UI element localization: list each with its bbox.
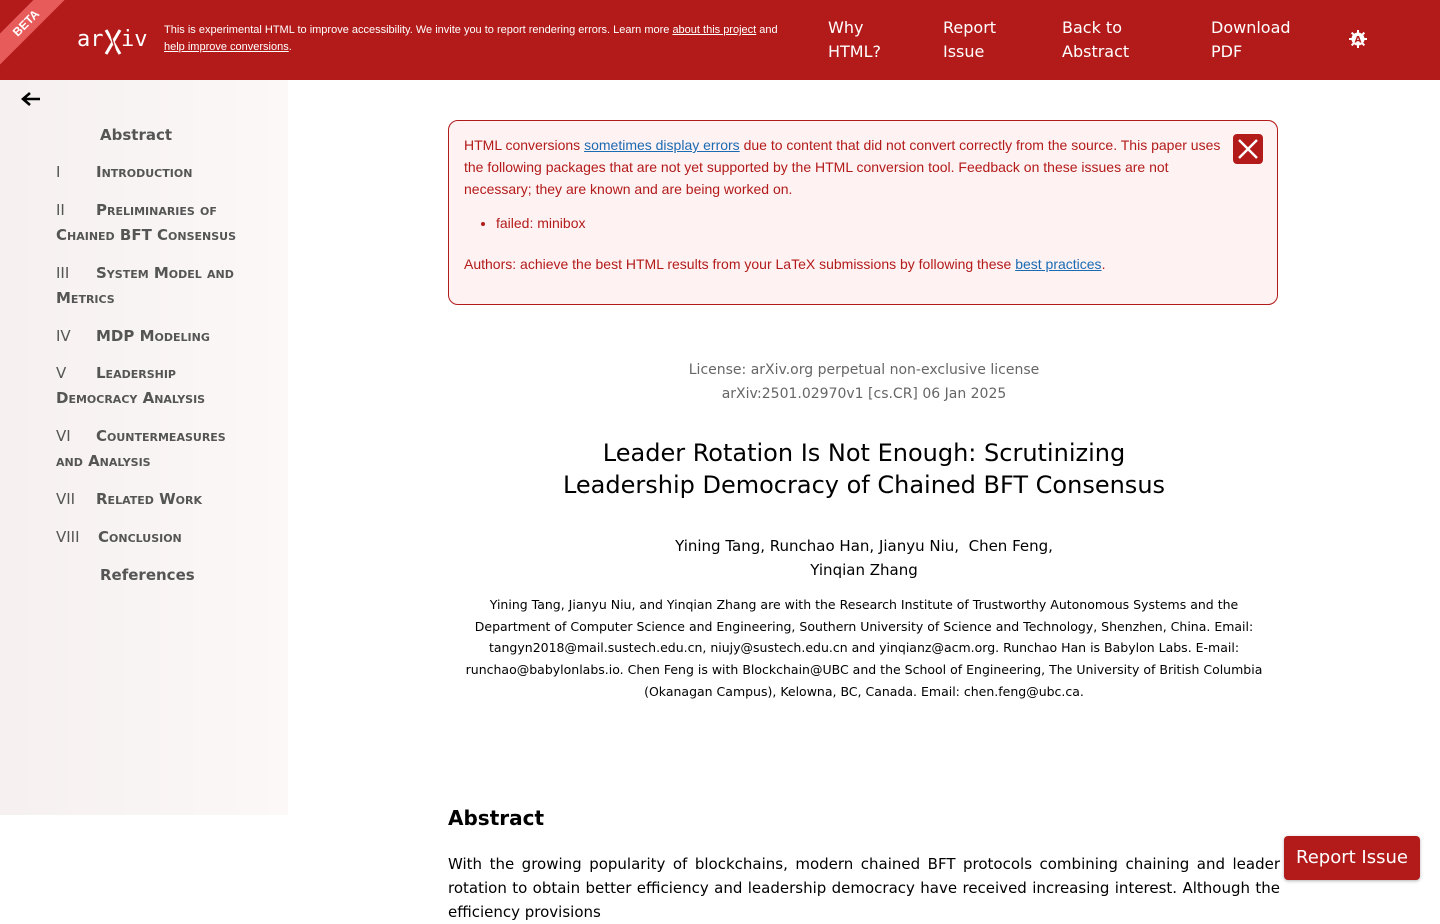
toc-label: Introduction [96, 163, 193, 181]
best-practices-link[interactable]: best practices [1015, 256, 1102, 272]
toc-number: IV [56, 327, 71, 345]
authors-hint [464, 253, 1224, 275]
conversion-warning-box [448, 120, 1278, 305]
download-pdf-link[interactable]: Download PDF [1211, 18, 1291, 61]
beta-ribbon: BETA [0, 0, 73, 70]
toc-label: Leadership Democracy Analysis [56, 364, 206, 407]
help-improve-link[interactable]: help improve conversions [164, 41, 289, 53]
authors-line: Yining Tang, Runchao Han, Jianyu Niu, Chen Feng, [675, 537, 1053, 555]
toc-label: Abstract [100, 126, 173, 144]
toc-number: II [56, 201, 65, 219]
warning-text: HTML conversions [464, 137, 585, 153]
warning-text: due to content that did not convert correctly from the source. This paper uses the following packages that are not yet supported by the HTML conversion tool. Feedback on these issues are not necessary; they are known and are being worked on. [464, 137, 1221, 197]
toc-item-mdp-modeling[interactable] [56, 324, 256, 349]
warning-text: Authors: achieve the best HTML results from your LaTeX submissions by following these [464, 256, 1016, 272]
author-affiliations: Yining Tang, Jianyu Niu, and Yinqian Zhang are with the Research Institute of Trustworthy Autonomous Systems and the Department of Computer Science and Engineering, Southern University of Science and Technology, Shenzhen, China. Email: tangyn2018@mail.sustech.edu.cn, niujy@sustech.edu.cn and yinqianz@acm.org. Runchao Han is Babylon Labs. E-mail: runchao@babylonlabs.io. Chen Feng is with Blockchain@UBC and the School of Engineering, The University of British Columbia (Okanagan Campus), Kelowna, BC, Canada. Email: chen.feng@ubc.ca. [465, 597, 1263, 699]
toc-item-abstract[interactable] [100, 123, 300, 148]
license-text: License: arXiv.org perpetual non-exclusive license [688, 362, 1040, 378]
collapse-sidebar-arrow-icon[interactable] [20, 90, 42, 108]
toc-label: Related Work [96, 490, 202, 508]
paper-meta [448, 358, 1280, 406]
toc-label: System Model and Metrics [56, 264, 234, 307]
display-errors-link[interactable]: sometimes display errors [584, 137, 740, 153]
paper-title [448, 437, 1280, 501]
svg-text:iv: iv [121, 27, 148, 52]
toc-label: Conclusion [98, 528, 182, 546]
arxiv-id: arXiv:2501.02970v1 [cs.CR] 06 Jan 2025 [721, 386, 1007, 402]
experimental-notice [164, 22, 810, 56]
warning-text: . [1101, 256, 1106, 272]
abstract-text: With the growing popularity of blockchains, modern chained BFT protocols combining chaining and leader rotation to obtain better efficiency and leadership democracy have received increasing interest. Although the efficiency provisions [448, 855, 1280, 921]
toc-item-leadership-democracy[interactable] [56, 361, 256, 411]
toc-number: I [56, 163, 61, 181]
toc-item-preliminaries[interactable] [56, 198, 256, 248]
list-item: • failed: minibox [496, 215, 586, 231]
abstract-heading: Abstract [448, 806, 545, 830]
toc-label: Preliminaries of Chained BFT Consensus [56, 201, 237, 244]
toc-number: VII [56, 490, 76, 508]
title-line: Leader Rotation Is Not Enough: Scrutinizing [602, 439, 1126, 467]
toc-sidebar [0, 80, 288, 815]
title-line: Leadership Democracy of Chained BFT Consensus [562, 471, 1166, 499]
toc-item-related-work[interactable] [56, 487, 256, 512]
toc-item-references[interactable] [100, 563, 300, 588]
close-warning-button[interactable] [1233, 134, 1263, 164]
toc-number: VIII [56, 528, 80, 546]
back-to-abstract-link[interactable]: Back to Abstract [1062, 18, 1130, 61]
theme-toggle-icon[interactable] [1349, 30, 1367, 48]
toc-item-conclusion[interactable] [56, 525, 256, 550]
header-bar [0, 0, 1440, 80]
notice-text: This is experimental HTML to improve accessibility. We invite you to report rendering errors. Learn more [164, 24, 673, 36]
toc-item-introduction[interactable] [56, 160, 256, 185]
report-issue-link[interactable]: Report Issue [943, 18, 997, 61]
report-issue-button[interactable]: Report Issue [1284, 836, 1420, 880]
notice-text-mid: and [756, 24, 778, 36]
toc-number: III [56, 264, 70, 282]
toc-number: VI [56, 427, 71, 445]
toc-number: V [56, 364, 67, 382]
toc-label: References [100, 566, 195, 584]
paper-authors [448, 534, 1280, 582]
toc-item-countermeasures[interactable] [56, 424, 256, 474]
svg-text:A: A [1354, 35, 1362, 46]
notice-text-end: . [288, 41, 292, 53]
svg-text:ar: ar [77, 27, 104, 52]
authors-line: Yinqian Zhang [810, 561, 918, 579]
close-icon [1233, 134, 1263, 164]
failed-packages-list [464, 215, 586, 231]
toc-label: Countermeasures and Analysis [56, 427, 226, 470]
why-html-link[interactable]: Why HTML? [828, 18, 882, 61]
toc-item-system-model[interactable] [56, 261, 256, 311]
about-project-link[interactable]: about this project [672, 24, 757, 36]
warning-paragraph [464, 134, 1224, 200]
toc-label: MDP Modeling [96, 327, 210, 345]
arxiv-logo[interactable] [77, 22, 153, 58]
